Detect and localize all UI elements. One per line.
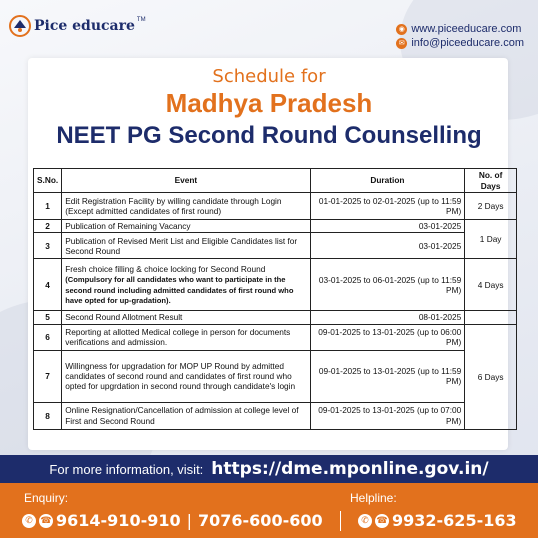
table-row (34, 311, 517, 324)
cell-event: Edit Registration Facility by willing candidate through Login (Except admitted candidates of first round) (62, 193, 310, 220)
schedule-table (33, 168, 517, 430)
cell-duration: 01-01-2025 to 02-01-2025 (up to 11:59 PM) (310, 193, 465, 220)
header-sno: S.No. (34, 169, 62, 193)
info-label: For more information, visit: (49, 461, 204, 477)
contact-footer (0, 483, 538, 538)
table-row (34, 233, 517, 259)
enquiry-phone-2[interactable]: 7076-600-600 (198, 511, 323, 530)
table-header-row (34, 169, 517, 193)
helpline-phones (358, 511, 517, 530)
cell-event: Publication of Revised Merit List and Eligible Candidates list for Second Round (62, 233, 310, 259)
phone-icon: ☎ (376, 515, 388, 526)
table-row (34, 324, 517, 350)
title-state: Madhya Pradesh (165, 88, 373, 118)
mail-icon: ✉ (396, 38, 407, 49)
table-row (34, 259, 517, 311)
enquiry-phones (22, 511, 323, 530)
cell-event (62, 259, 310, 311)
table-row (34, 193, 517, 220)
cell-sno: 8 (34, 402, 62, 429)
cell-event: Online Resignation/Cancellation of admission at college level of First and Second Round (62, 402, 310, 429)
cell-event: Willingness for upgradation for MOP UP Round by admitted candidates of second round and candidates of first round who opted for upgrdation in second round through candidate's login (62, 350, 310, 402)
info-url-link[interactable]: https://dme.mponline.gov.in/ (211, 459, 489, 479)
email-link[interactable]: info@piceeducare.com (411, 37, 524, 49)
table-row (34, 402, 517, 429)
cell-sno: 5 (34, 311, 62, 324)
cell-duration: 03-01-2025 to 06-01-2025 (up to 11:59 PM) (310, 259, 465, 311)
header (0, 0, 538, 56)
title-schedule-for: Schedule for (212, 66, 326, 87)
cell-sno: 6 (34, 324, 62, 350)
header-days: No. of Days (465, 169, 517, 193)
title-counselling: NEET PG Second Round Counselling (56, 122, 482, 149)
whatsapp-icon: ✆ (22, 514, 36, 528)
brand-logo[interactable] (8, 14, 146, 38)
helpline-phone[interactable]: 9932-625-163 (392, 511, 517, 530)
cell-event: Publication of Remaining Vacancy (62, 220, 310, 233)
phone-icon: ☎ (40, 515, 52, 526)
cell-days: 6 Days (465, 324, 517, 429)
cell-sno: 1 (34, 193, 62, 220)
cell-days: 2 Days (465, 193, 517, 220)
website-row[interactable] (396, 22, 524, 36)
cell-duration: 03-01-2025 (310, 233, 465, 259)
event-note: (Compulsory for all candidates who want to participate in the second round including admitted candidates of first round who have opted for up-gradation). (65, 275, 294, 306)
header-event: Event (62, 169, 310, 193)
cell-sno: 7 (34, 350, 62, 402)
cell-event: Second Round Allotment Result (62, 311, 310, 324)
cell-sno: 3 (34, 233, 62, 259)
table-row (34, 350, 517, 402)
cell-sno: 2 (34, 220, 62, 233)
cell-duration: 08-01-2025 (310, 311, 465, 324)
cell-duration: 09-01-2025 to 13-01-2025 (up to 06:00 PM) (310, 324, 465, 350)
logo-icon (8, 14, 32, 38)
cell-sno: 4 (34, 259, 62, 311)
cell-days: 4 Days (465, 259, 517, 311)
enquiry-label: Enquiry: (24, 491, 69, 505)
globe-icon: ◉ (396, 24, 407, 35)
email-row[interactable] (396, 36, 524, 50)
trademark-mark: TM (136, 17, 146, 23)
whatsapp-icon: ✆ (358, 514, 372, 528)
cell-event: Reporting at allotted Medical college in person for documents verifications and admission. (62, 324, 310, 350)
table-row (34, 220, 517, 233)
helpline-label: Helpline: (350, 491, 397, 505)
phone-separator: | (186, 511, 192, 530)
header-duration: Duration (310, 169, 465, 193)
footer-divider (340, 511, 341, 531)
cell-days (465, 311, 517, 324)
enquiry-phone-1[interactable]: 9614-910-910 (56, 511, 181, 530)
cell-days: 1 Day (465, 220, 517, 259)
event-text: Fresh choice filling & choice locking for Second Round (65, 263, 266, 274)
contact-info (396, 22, 524, 50)
cell-duration: 03-01-2025 (310, 220, 465, 233)
cell-duration: 09-01-2025 to 13-01-2025 (up to 11:59 PM) (310, 350, 465, 402)
cell-duration: 09-01-2025 to 13-01-2025 (up to 07:00 PM) (310, 402, 465, 429)
website-link[interactable]: www.piceeducare.com (411, 23, 522, 35)
brand-name: Pice educare (34, 18, 135, 34)
info-banner (0, 455, 538, 483)
